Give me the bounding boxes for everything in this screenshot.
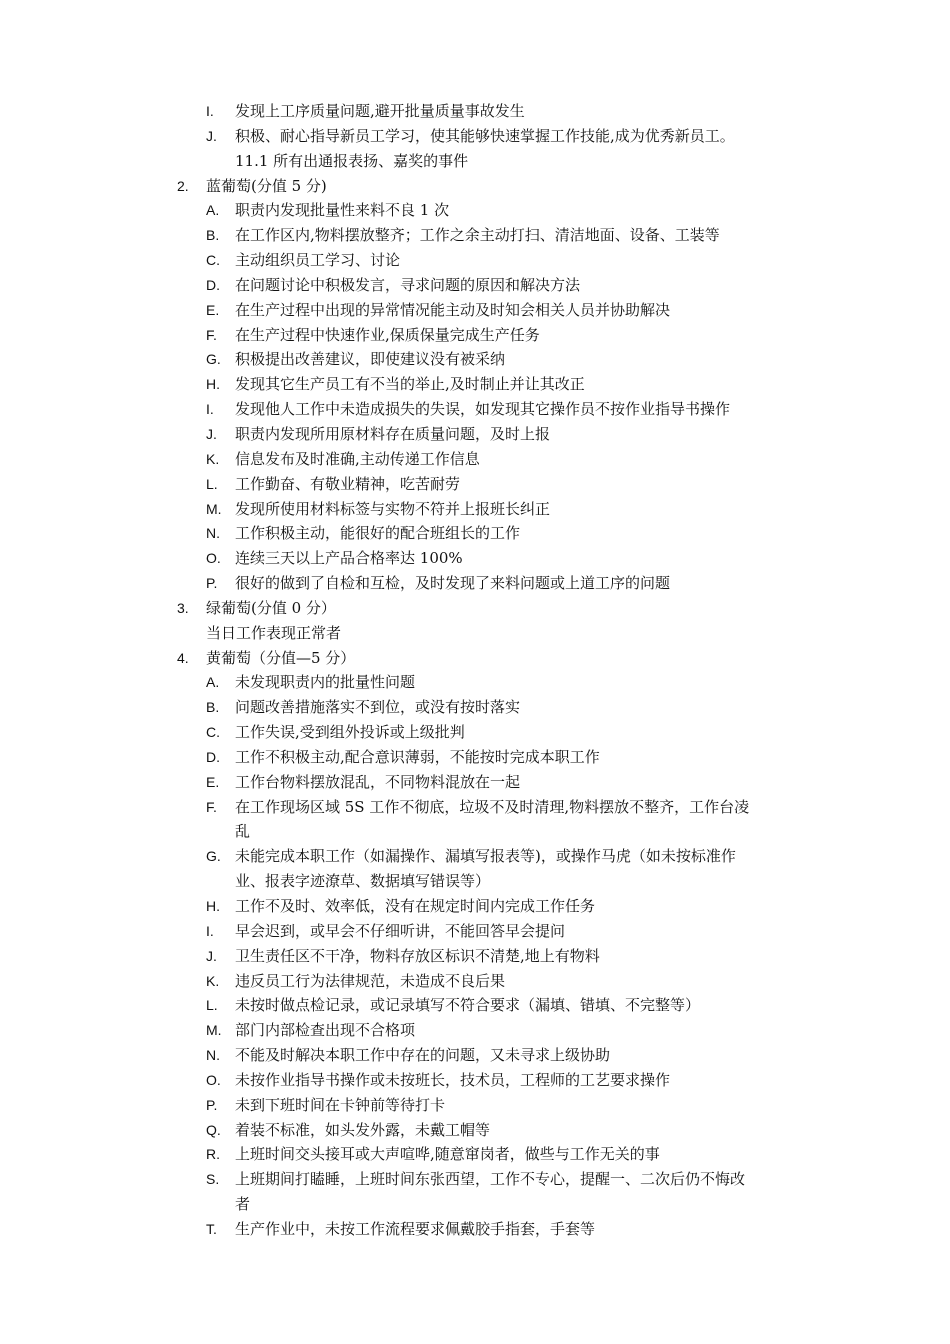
list-item bbox=[0, 1068, 950, 1093]
list-marker: K. bbox=[206, 972, 220, 989]
list-item bbox=[0, 372, 950, 397]
list-marker: P. bbox=[206, 1096, 218, 1113]
list-marker: E. bbox=[206, 301, 220, 318]
list-item bbox=[0, 223, 950, 248]
list-text: 在工作区内,物料摆放整齐；工作之余主动打扫、清洁地面、设备、工装等 bbox=[235, 226, 720, 245]
section-heading bbox=[0, 646, 950, 671]
list-item bbox=[0, 894, 950, 919]
list-item bbox=[0, 571, 950, 596]
list-text: 主动组织员工学习、讨论 bbox=[235, 251, 401, 270]
list-item bbox=[0, 124, 950, 149]
list-marker: P. bbox=[206, 575, 218, 592]
list-marker: A. bbox=[206, 674, 220, 691]
list-text: 部门内部检查出现不合格项 bbox=[235, 1021, 416, 1040]
list-text: 不能及时解决本职工作中存在的问题，又未寻求上级协助 bbox=[235, 1046, 611, 1065]
list-text: 早会迟到，或早会不仔细听讲，不能回答早会提问 bbox=[235, 921, 566, 940]
list-marker: L. bbox=[206, 997, 218, 1014]
list-text: 上班期间打瞌睡，上班时间东张西望，工作不专心，提醒一、二次后仍不悔改 bbox=[235, 1170, 746, 1189]
list-text: 在问题讨论中积极发言，寻求问题的原因和解决方法 bbox=[235, 275, 581, 294]
list-text: 蓝葡萄(分值 5 分) bbox=[206, 176, 327, 195]
list-marker: J. bbox=[206, 425, 217, 442]
list-text: 工作失误,受到组外投诉或上级批判 bbox=[235, 723, 465, 742]
list-marker: D. bbox=[206, 748, 220, 765]
list-item bbox=[0, 347, 950, 372]
list-text: 业、报表字迹潦草、数据填写错误等） bbox=[235, 872, 491, 891]
list-item bbox=[0, 1217, 950, 1242]
list-text: 当日工作表现正常者 bbox=[206, 623, 342, 642]
list-text: 11.1 所有出通报表扬、嘉奖的事件 bbox=[235, 151, 469, 170]
list-item bbox=[0, 1018, 950, 1043]
list-marker: B. bbox=[206, 227, 220, 244]
list-item bbox=[0, 546, 950, 571]
list-marker: N. bbox=[206, 525, 220, 542]
list-text: 未能完成本职工作（如漏操作、漏填写报表等)，或操作马虎（如未按标准作 bbox=[235, 847, 736, 866]
list-item bbox=[0, 248, 950, 273]
list-marker: O. bbox=[206, 550, 221, 567]
list-text: 绿葡萄(分值 0 分） bbox=[206, 598, 336, 617]
section-heading bbox=[0, 596, 950, 621]
list-text: 未到下班时间在卡钟前等待打卡 bbox=[235, 1095, 446, 1114]
section-heading bbox=[0, 174, 950, 199]
list-marker: R. bbox=[206, 1146, 220, 1163]
list-marker: G. bbox=[206, 351, 221, 368]
list-marker: D. bbox=[206, 276, 220, 293]
list-text: 违反员工行为法律规范，未造成不良后果 bbox=[235, 971, 506, 990]
list-item bbox=[0, 993, 950, 1018]
list-item-continuation bbox=[0, 149, 950, 174]
list-marker: B. bbox=[206, 699, 220, 716]
list-text: 工作不及时、效率低，没有在规定时间内完成工作任务 bbox=[235, 897, 596, 915]
list-marker: O. bbox=[206, 1071, 221, 1088]
list-text: 未按时做点检记录，或记录填写不符合要求（漏填、错填、不完整等） bbox=[235, 996, 701, 1015]
list-item bbox=[0, 695, 950, 720]
list-marker: H. bbox=[206, 898, 220, 914]
list-marker: J. bbox=[206, 127, 217, 144]
list-marker: F. bbox=[206, 798, 217, 815]
list-item bbox=[0, 497, 950, 522]
list-item-continuation bbox=[0, 869, 950, 894]
list-marker: K. bbox=[206, 450, 220, 467]
list-item bbox=[0, 944, 950, 969]
list-item bbox=[0, 447, 950, 472]
list-text: 工作台物料摆放混乱，不同物料混放在一起 bbox=[235, 772, 521, 791]
list-text: 工作不积极主动,配合意识薄弱，不能按时完成本职工作 bbox=[235, 747, 600, 766]
list-text: 发现上工序质量问题,避开批量质量事故发生 bbox=[235, 102, 525, 120]
list-text: 者 bbox=[235, 1195, 251, 1214]
list-marker: C. bbox=[206, 252, 220, 269]
list-marker: T. bbox=[206, 1220, 217, 1237]
list-marker: I. bbox=[206, 103, 214, 119]
list-marker: Q. bbox=[206, 1121, 221, 1138]
list-item bbox=[0, 1118, 950, 1143]
list-marker: 4. bbox=[177, 649, 189, 666]
list-marker: 2. bbox=[177, 177, 189, 194]
list-item bbox=[0, 1167, 950, 1192]
list-item bbox=[0, 969, 950, 994]
list-marker: I. bbox=[206, 922, 214, 939]
section-note bbox=[0, 621, 950, 646]
list-marker: I. bbox=[206, 401, 214, 418]
list-text: 生产作业中，未按工作流程要求佩戴胶手指套，手套等 bbox=[235, 1219, 596, 1238]
list-text: 发现所使用材料标签与实物不符并上报班长纠正 bbox=[235, 499, 551, 518]
list-marker: C. bbox=[206, 724, 220, 741]
list-text: 工作积极主动，能很好的配合班组长的工作 bbox=[235, 524, 521, 543]
list-text: 在工作现场区域 5S 工作不彻底，垃圾不及时清理,物料摆放不整齐，工作台凌 bbox=[235, 797, 750, 816]
list-text: 上班时间交头接耳或大声喧哗,随意窜岗者，做些与工作无关的事 bbox=[235, 1145, 660, 1164]
list-item bbox=[0, 1043, 950, 1068]
list-text: 问题改善措施落实不到位，或没有按时落实 bbox=[235, 698, 521, 717]
list-item bbox=[0, 273, 950, 298]
list-marker: L. bbox=[206, 475, 218, 492]
list-text: 卫生责任区不干净，物料存放区标识不清楚,地上有物料 bbox=[235, 946, 600, 965]
list-text: 乱 bbox=[235, 822, 251, 841]
list-item-continuation bbox=[0, 1192, 950, 1217]
list-marker: N. bbox=[206, 1047, 220, 1064]
list-item bbox=[0, 670, 950, 695]
list-text: 积极、耐心指导新员工学习，使其能够快速掌握工作技能,成为优秀新员工。 bbox=[235, 126, 735, 145]
list-item bbox=[0, 1142, 950, 1167]
list-marker: F. bbox=[206, 326, 217, 343]
list-text: 未按作业指导书操作或未按班长，技术员，工程师的工艺要求操作 bbox=[235, 1070, 671, 1089]
list-text: 工作勤奋、有敬业精神，吃苦耐劳 bbox=[235, 474, 461, 493]
list-text: 未发现职责内的批量性问题 bbox=[235, 673, 416, 692]
list-text: 积极提出改善建议，即使建议没有被采纳 bbox=[235, 350, 506, 369]
list-text: 职责内发现所用原材料存在质量问题，及时上报 bbox=[235, 424, 551, 443]
list-marker: G. bbox=[206, 848, 221, 865]
list-item bbox=[0, 422, 950, 447]
list-item bbox=[0, 298, 950, 323]
list-marker: M. bbox=[206, 1022, 222, 1039]
list-text: 很好的做到了自检和互检，及时发现了来料问题或上道工序的问题 bbox=[235, 574, 671, 593]
list-marker: E. bbox=[206, 773, 220, 790]
list-item bbox=[0, 1093, 950, 1118]
list-item bbox=[0, 323, 950, 348]
list-item-continuation bbox=[0, 819, 950, 844]
list-marker: H. bbox=[206, 376, 220, 393]
list-item bbox=[0, 795, 950, 820]
list-item bbox=[0, 472, 950, 497]
list-item bbox=[0, 99, 950, 124]
list-item bbox=[0, 397, 950, 422]
list-item bbox=[0, 745, 950, 770]
list-text: 职责内发现批量性来料不良 1 次 bbox=[235, 201, 450, 220]
list-marker: S. bbox=[206, 1171, 220, 1188]
list-text: 发现其它生产员工有不当的举止,及时制止并让其改正 bbox=[235, 375, 585, 394]
list-text: 连续三天以上产品合格率达 100% bbox=[235, 549, 463, 568]
list-text: 在生产过程中出现的异常情况能主动及时知会相关人员并协助解决 bbox=[235, 300, 671, 319]
list-item bbox=[0, 770, 950, 795]
document-body bbox=[0, 99, 950, 1242]
list-text: 着装不标准，如头发外露，未戴工帽等 bbox=[235, 1120, 491, 1139]
list-text: 黄葡萄（分值—5 分） bbox=[206, 648, 356, 667]
list-marker: A. bbox=[206, 202, 220, 219]
list-marker: 3. bbox=[177, 599, 189, 616]
list-item bbox=[0, 521, 950, 546]
list-item bbox=[0, 919, 950, 944]
list-text: 信息发布及时准确,主动传递工作信息 bbox=[235, 449, 480, 468]
list-text: 在生产过程中快速作业,保质保量完成生产任务 bbox=[235, 325, 540, 344]
list-item bbox=[0, 198, 950, 223]
list-item bbox=[0, 844, 950, 869]
list-marker: J. bbox=[206, 947, 217, 964]
list-item bbox=[0, 720, 950, 745]
list-marker: M. bbox=[206, 500, 222, 517]
list-text: 发现他人工作中未造成损失的失误，如发现其它操作员不按作业指导书操作 bbox=[235, 400, 731, 419]
